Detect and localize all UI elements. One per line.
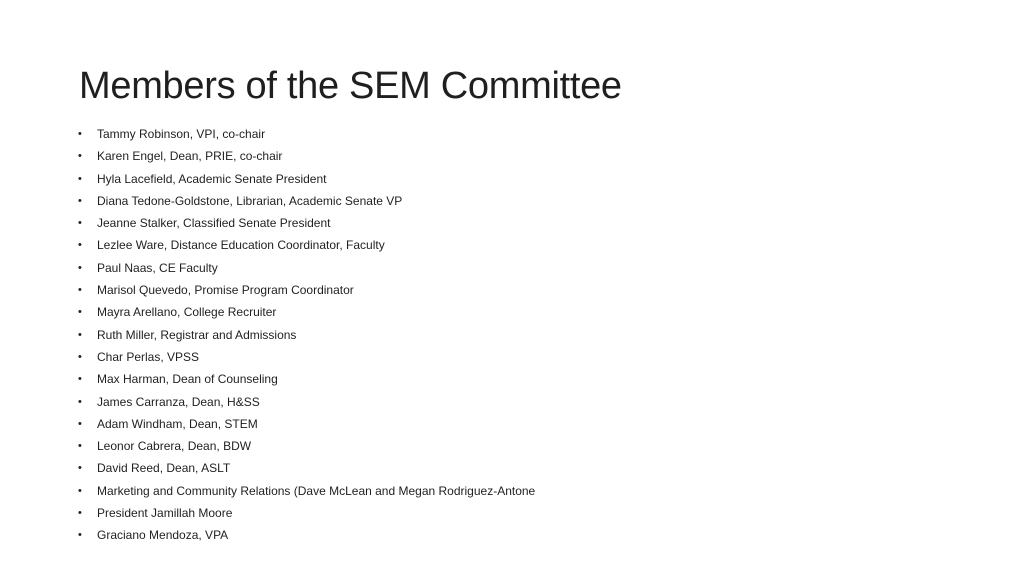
bullet-icon: • <box>78 328 82 341</box>
member-name: Paul Naas, CE Faculty <box>97 260 218 275</box>
member-name: Lezlee Ware, Distance Education Coordinator, Faculty <box>97 238 385 253</box>
member-name: Karen Engel, Dean, PRIE, co-chair <box>97 149 283 164</box>
member-name: Leonor Cabrera, Dean, BDW <box>97 439 252 454</box>
slide-title: Members of the SEM Committee <box>79 65 622 107</box>
member-name: Marketing and Community Relations (Dave McLean and Megan Rodriguez-Antone <box>97 483 536 498</box>
member-name: President Jamillah Moore <box>97 506 233 521</box>
member-name: James Carranza, Dean, H&SS <box>97 394 260 409</box>
bullet-icon: • <box>78 440 82 453</box>
bullet-icon: • <box>78 395 82 408</box>
bullet-icon: • <box>78 373 82 386</box>
bullet-icon: • <box>78 529 82 542</box>
member-name: Mayra Arellano, College Recruiter <box>97 305 277 320</box>
member-name: Adam Windham, Dean, STEM <box>97 416 258 431</box>
member-name: Graciano Mendoza, VPA <box>97 528 229 543</box>
bullet-icon: • <box>78 128 82 140</box>
bullet-icon: • <box>78 484 82 497</box>
bullet-icon: • <box>78 306 82 319</box>
member-name: Char Perlas, VPSS <box>97 349 200 364</box>
member-name: Hyla Lacefield, Academic Senate President <box>97 171 327 186</box>
member-name: Jeanne Stalker, Classified Senate President <box>97 216 331 231</box>
bullet-icon: • <box>78 239 82 252</box>
member-name: Tammy Robinson, VPI, co-chair <box>97 127 266 141</box>
bullet-icon: • <box>78 261 82 274</box>
member-name: Marisol Quevedo, Promise Program Coordinator <box>97 283 354 298</box>
bullet-icon: • <box>78 507 82 520</box>
bullet-icon: • <box>78 462 82 475</box>
member-name: Max Harman, Dean of Counseling <box>97 372 278 387</box>
bullet-icon: • <box>78 284 82 297</box>
bullet-icon: • <box>78 417 82 430</box>
bullet-icon: • <box>78 172 82 185</box>
member-name: David Reed, Dean, ASLT <box>97 461 231 476</box>
bullet-icon: • <box>78 350 82 363</box>
member-name: Diana Tedone-Goldstone, Librarian, Academic Senate VP <box>97 193 403 208</box>
bullet-icon: • <box>78 194 82 207</box>
member-name: Ruth Miller, Registrar and Admissions <box>97 327 297 342</box>
bullet-icon: • <box>78 217 82 230</box>
bullet-icon: • <box>78 150 82 163</box>
